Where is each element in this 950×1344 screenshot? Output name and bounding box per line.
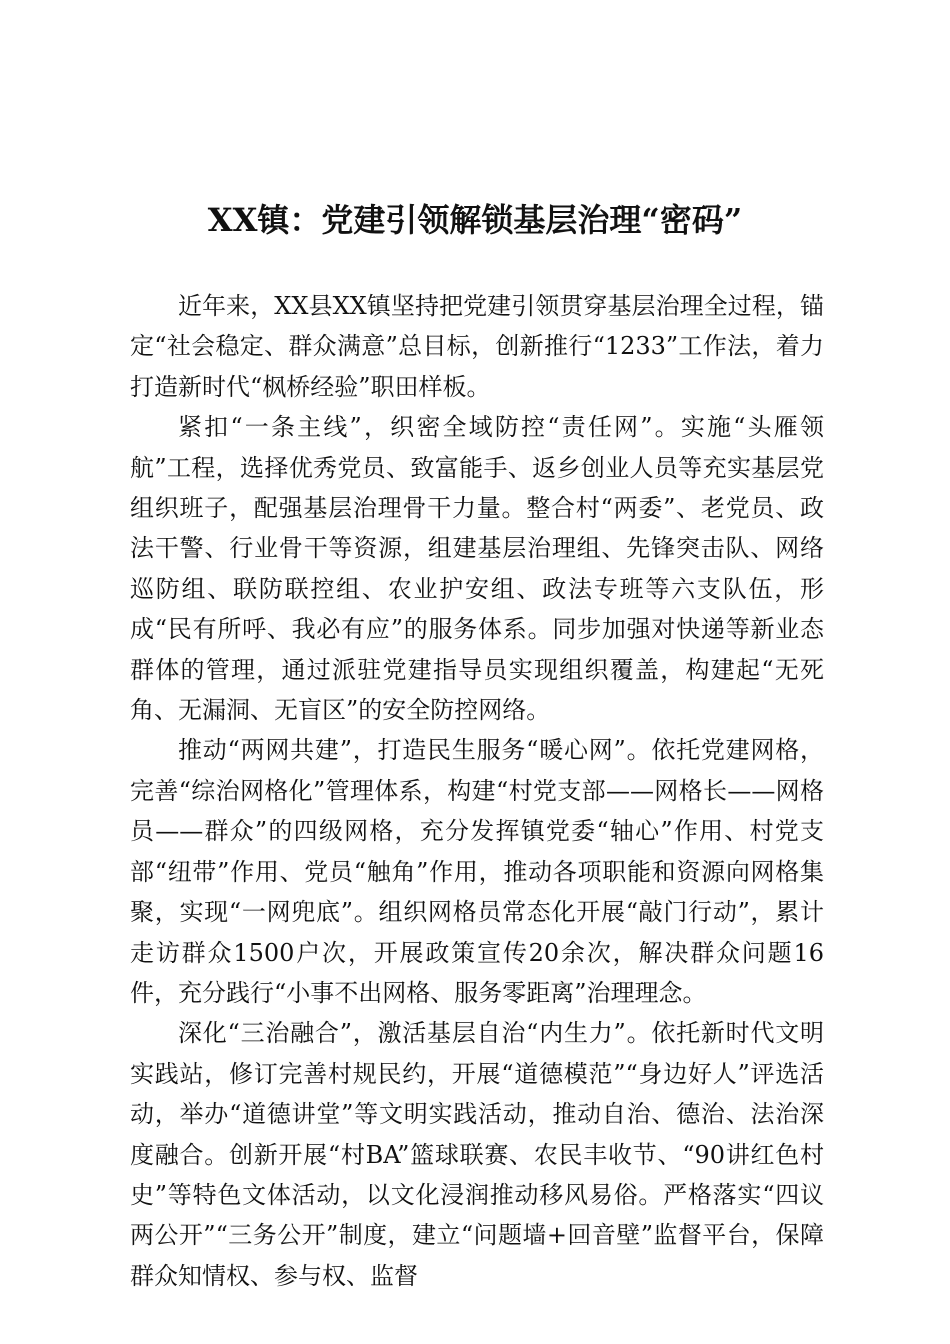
paragraph-three-governance: 深化“三治融合”，激活基层自治“内生力”。依托新时代文明实践站，修订完善村规民约，开展“道德模范”“身边好人”评选活动，举办“道德讲堂”等文明实践活动，推动自治、德治、法治深度融合。创新开展“村BA”篮球联赛、农民丰收节、“90讲红色村史”等特色文体活动，以文化浸润推动移风易俗。严格落实“四议两公开”“三务公开”制度，建立“问题墙+回音壁”监督平台，保障群众知情权、参与权、监督 [130, 1019, 824, 1290]
document-body [130, 286, 824, 1296]
paragraph-intro: 近年来，XX县XX镇坚持把党建引领贯穿基层治理全过程，锚定“社会稳定、群众满意”总目标，创新推行“1233”工作法，着力打造新时代“枫桥经验”职田样板。 [130, 292, 824, 401]
document-title: XX镇：党建引领解锁基层治理“密码” [207, 201, 743, 239]
paragraph-main-line: 紧扣“一条主线”，织密全域防控“责任网”。实施“头雁领航”工程，选择优秀党员、致富能手、返乡创业人员等充实基层党组织班子，配强基层治理骨干力量。整合村“两委”、老党员、政法干警、行业骨干等资源，组建基层治理组、先锋突击队、网络巡防组、联防联控组、农业护安组、政法专班等六支队伍，形成“民有所呼、我必有应”的服务体系。同步加强对快递等新业态群体的管理，通过派驻党建指导员实现组织覆盖，构建起“无死角、无漏洞、无盲区”的安全防控网络。 [130, 413, 824, 725]
paragraph-two-networks: 推动“两网共建”，打造民生服务“暖心网”。依托党建网格，完善“综治网格化”管理体系，构建“村党支部——网格长——网格员——群众”的四级网格，充分发挥镇党委“轴心”作用、村党支部“纽带”作用、党员“触角”作用，推动各项职能和资源向网格集聚，实现“一网兜底”。组织网格员常态化开展“敲门行动”，累计走访群众1500户次，开展政策宣传20余次，解决群众问题16件，充分践行“小事不出网格、服务零距离”治理理念。 [130, 736, 824, 1007]
